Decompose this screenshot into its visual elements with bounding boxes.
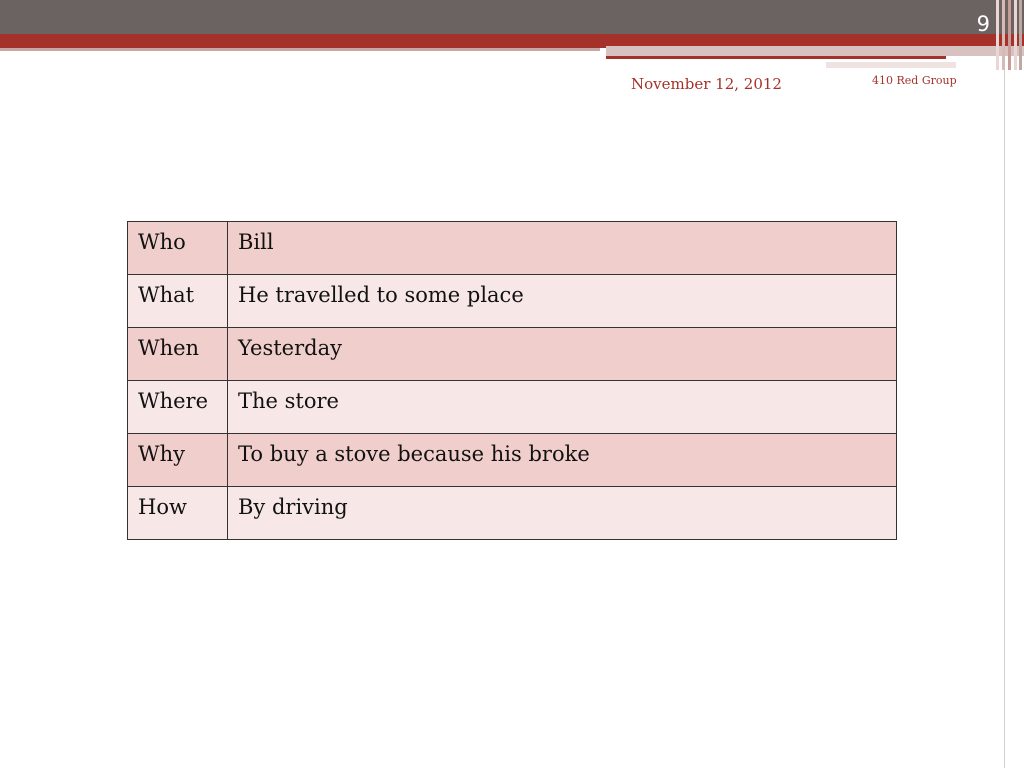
table-row	[128, 434, 897, 487]
decorative-stripe	[996, 0, 999, 70]
header-accent-line	[0, 48, 600, 51]
table-row	[128, 487, 897, 540]
header-accent-line-right	[606, 56, 946, 59]
header-accent-strip	[826, 62, 956, 68]
question-cell: Where	[128, 381, 228, 434]
table-row	[128, 381, 897, 434]
decorative-stripe	[1008, 0, 1011, 70]
decorative-vertical-line	[1004, 70, 1005, 768]
slide-number: 9	[976, 12, 990, 36]
question-cell: How	[128, 487, 228, 540]
table-row	[128, 222, 897, 275]
answer-cell: To buy a stove because his broke	[228, 434, 897, 487]
question-cell: When	[128, 328, 228, 381]
table-row	[128, 328, 897, 381]
slide-group-name: 410 Red Group	[872, 74, 957, 87]
header-accent-band-right	[606, 46, 1024, 56]
header-bar	[0, 0, 1024, 34]
question-cell: What	[128, 275, 228, 328]
slide-date: November 12, 2012	[631, 75, 782, 93]
answer-cell: Bill	[228, 222, 897, 275]
decorative-stripe	[1002, 0, 1005, 70]
decorative-stripe	[1019, 0, 1022, 70]
answer-cell: He travelled to some place	[228, 275, 897, 328]
answer-cell: Yesterday	[228, 328, 897, 381]
table-row	[128, 275, 897, 328]
question-cell: Why	[128, 434, 228, 487]
question-cell: Who	[128, 222, 228, 275]
answer-cell: The store	[228, 381, 897, 434]
decorative-stripe	[1014, 0, 1017, 70]
answer-cell: By driving	[228, 487, 897, 540]
five-ws-table	[127, 221, 897, 540]
